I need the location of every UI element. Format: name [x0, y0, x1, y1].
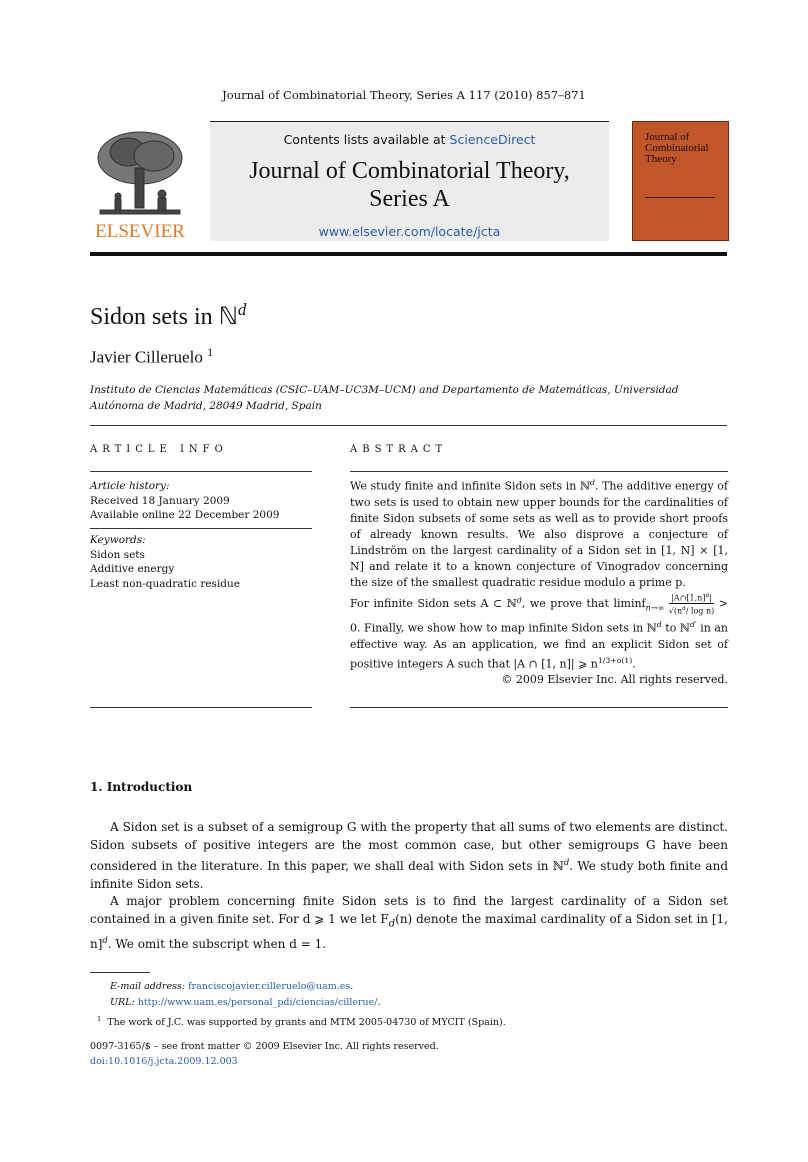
doi-link[interactable]: doi:10.1016/j.jcta.2009.12.003 [90, 1056, 238, 1067]
paper-title-text: Sidon sets in [90, 304, 219, 330]
elsevier-logo[interactable] [90, 128, 190, 240]
page-footer [90, 1039, 439, 1069]
body-text: A major problem concerning finite Sidon sets is to find the largest cardinality of a Sidon set contained in a given finite set. For d ⩾ 1 we let F [90, 894, 728, 926]
keywords-label: Keywords: [90, 534, 146, 546]
superscript: d [682, 606, 686, 613]
sciencedirect-link[interactable]: ScienceDirect [449, 132, 536, 147]
keyword: Least non-quadratic residue [90, 577, 241, 590]
keywords-rule [90, 528, 312, 529]
section-rule [90, 425, 727, 426]
abstract-bottom-rule [350, 707, 728, 708]
funding-text: The work of J.C. was supported by grants and MTM 2005-04730 of MYCIT (Spain). [107, 1017, 506, 1029]
keyword: Additive energy [90, 563, 175, 575]
abstract-text: to ℕ [661, 621, 690, 635]
article-info-rule [90, 471, 312, 472]
funding-footnote [90, 1011, 728, 1031]
abstract-text: in an effective way. As an application, we find an explicit Sidon set of positive integers A such that |A ∩ [1, n]| ⩾ n [350, 621, 729, 671]
contents-prefix: Contents lists available at [283, 132, 450, 147]
superscript: d [656, 619, 662, 629]
abstract-rule [350, 471, 728, 472]
author [90, 345, 213, 368]
paper-title [90, 300, 246, 331]
paper-title-symbol: ℕ [218, 304, 238, 330]
journal-title-line2: Series A [369, 186, 450, 212]
superscript: d [516, 595, 522, 605]
abstract-text: We study finite and infinite Sidon sets in ℕ [350, 479, 591, 493]
received-date: Received 18 January 2009 [90, 494, 230, 507]
abstract-paragraph [350, 475, 728, 591]
article-info [90, 479, 312, 523]
header-rule [90, 252, 727, 256]
superscript: d′ [689, 619, 697, 629]
section-heading: 1. Introduction [90, 780, 193, 794]
abstract-heading: ABSTRACT [350, 444, 448, 455]
article-info-bottom-rule [90, 707, 312, 708]
cover-divider [645, 197, 715, 198]
superscript: 1/3+o(1) [597, 655, 633, 665]
superscript: d [563, 857, 570, 867]
history-label: Article history: [90, 480, 170, 492]
email-footnote: E-mail address: franciscojavier.cilleruelo@uam.es. [110, 981, 354, 992]
footnote-mark: 1 [97, 1015, 102, 1023]
elsevier-wordmark: ELSEVIER [95, 221, 185, 240]
fraction-denominator: / log n) [685, 606, 715, 616]
url-link[interactable]: http://www.uam.es/personal_pdi/ciencias/cillerue/ [137, 997, 378, 1008]
superscript: d [590, 478, 595, 487]
superscript: d [102, 935, 108, 946]
running-head: Journal of Combinatorial Theory, Series A 117 (2010) 857–871 [222, 88, 586, 102]
body-text: A Sidon set is a subset of a semigroup G with the property that all sums of two elements are distinct. Sidon subsets of positive integers are the most common case, but other semigroups G have been considered in the literature. In this paper, we shall deal with Sidon sets in ℕ [90, 820, 728, 873]
keyword: Sidon sets [90, 548, 145, 561]
introduction-body [90, 819, 728, 954]
fraction-denominator: √(n [668, 606, 683, 616]
fraction: $\frac{|A\cap[1,n]^d|}{√(n^d/ \log n)}$ [668, 592, 715, 616]
superscript: d [705, 592, 710, 599]
abstract-paragraph [350, 591, 728, 673]
article-info-heading: ARTICLE INFO [90, 444, 228, 455]
fraction-numerator: |A∩[1,n] [671, 593, 706, 603]
contents-line [210, 132, 609, 147]
abstract-text: For infinite Sidon sets A ⊂ ℕ [350, 596, 517, 610]
cover-title: Journal of Combinatorial Theory [645, 131, 709, 165]
abstract-text: . The additive energy of two sets is used to obtain new upper bounds for the cardinalities of finite Sidon subsets of some sets as well as to provide short proofs of already known results. We also disprove a conjecture of Lindström on the largest cardinality of a Sidon set in [1, N] × [1, N] and relate it to a known conjecture of Vinogradov concerning the size of the smallest quadratic residue modulo a prime p. [350, 479, 728, 589]
affiliation: Instituto de Ciencias Matemáticas (CSIC–UAM–UC3M–UCM) and Departamento de Matemáticas, Universidad Autónoma de Madrid, 28049 Madrid, Spain [90, 384, 679, 412]
body-text: (n) denote the maximal cardinality of a Sidon set in [1, n] [90, 911, 728, 952]
available-date: Available online 22 December 2009 [90, 509, 280, 521]
subscript: d [388, 917, 396, 929]
author-footnote-mark[interactable]: 1 [207, 345, 214, 359]
url-label: URL: [110, 997, 138, 1008]
journal-title-line1: Journal of Combinatorial Theory, [249, 158, 570, 184]
body-paragraph [90, 893, 728, 954]
paper-title-sup: d [237, 300, 247, 319]
issn-line: 0097-3165/$ – see front matter © 2009 Elsevier Inc. All rights reserved. [90, 1041, 439, 1052]
journal-url-link[interactable]: www.elsevier.com/locate/jcta [318, 224, 501, 239]
footnote-rule [90, 972, 150, 973]
copyright: © 2009 Elsevier Inc. All rights reserved. [501, 673, 728, 687]
footnotes [90, 979, 728, 1031]
abstract-text: . [632, 657, 636, 671]
author-name[interactable]: Javier Cilleruelo [90, 347, 203, 367]
body-text: . We omit the subscript when d = 1. [107, 937, 327, 952]
abstract-text: > 0. Finally, we show how to map infinite Sidon sets in ℕ [350, 596, 729, 635]
body-paragraph [90, 819, 728, 893]
journal-header-panel [210, 121, 609, 241]
journal-title [210, 157, 609, 213]
abstract-text: , we prove that liminf [521, 596, 646, 610]
email-label: E-mail address: [110, 981, 189, 992]
body-text: . We study both finite and infinite Sidon sets. [90, 859, 728, 891]
url-footnote: URL: http://www.uam.es/personal_pdi/ciencias/cillerue/. [110, 997, 381, 1008]
abstract-body [350, 475, 728, 688]
journal-cover-image[interactable] [632, 121, 729, 241]
email-link[interactable]: franciscojavier.cilleruelo@uam.es [188, 981, 351, 992]
elsevier-tree-icon [90, 128, 190, 240]
keywords-block [90, 533, 312, 591]
subscript: n→∞ [645, 603, 665, 612]
